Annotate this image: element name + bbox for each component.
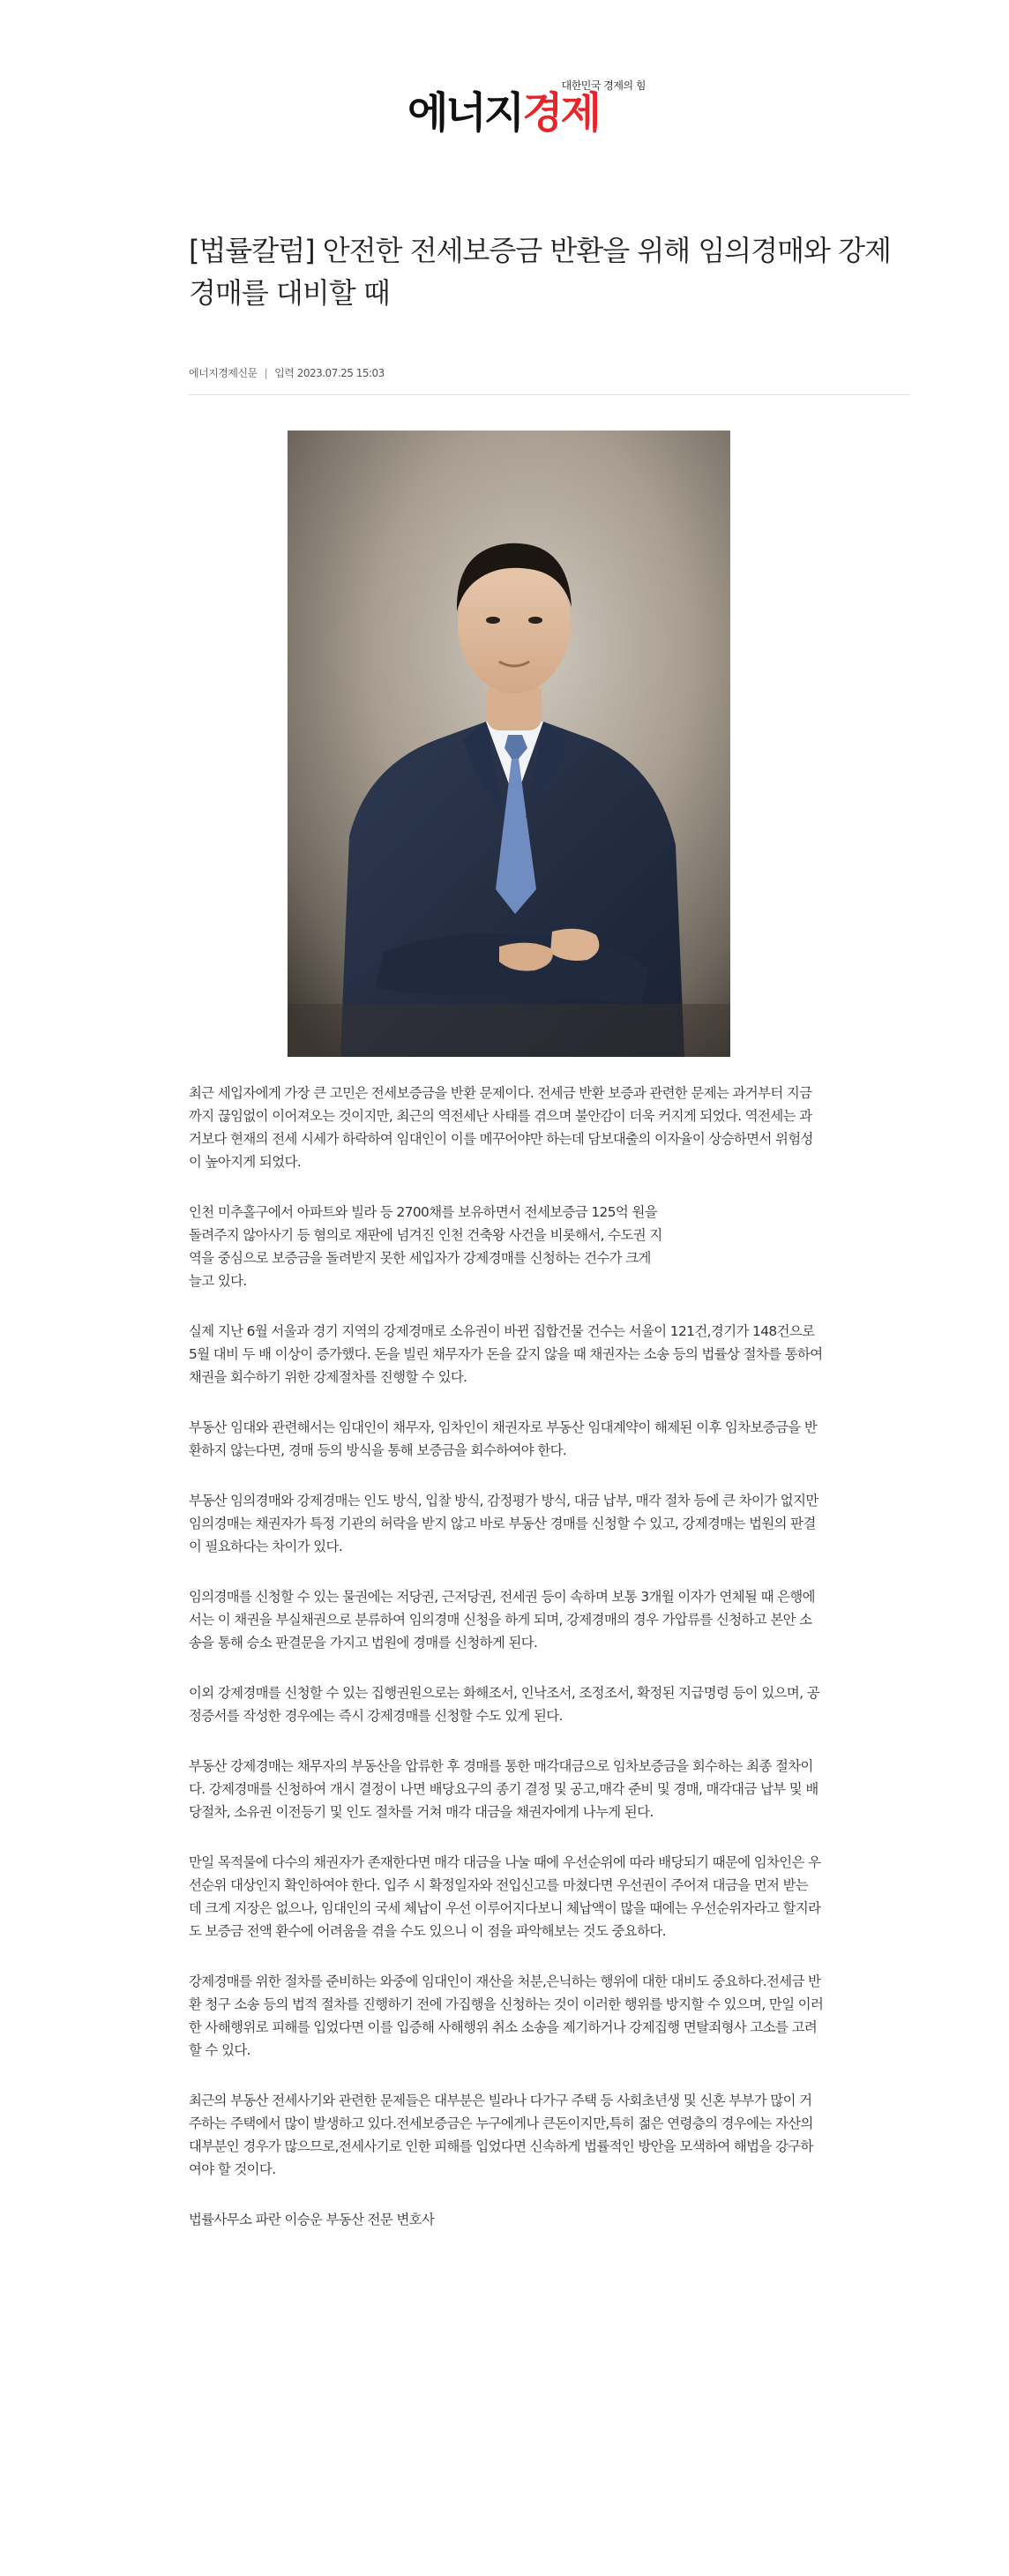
article-date: 입력 2023.07.25 15:03: [274, 367, 385, 379]
article-paragraph: 부동산 임의경매와 강제경매는 인도 방식, 입찰 방식, 감정평가 방식, 대금 납부, 매각 절차 등에 큰 차이가 없지만 임의경매는 채권자가 특정 기관의 허락을 받지 않고 바로 부동산 경매를 신청할 수 있고, 강제경매는 법원의 판결이 필요하다는 차이가 있다.: [189, 1493, 818, 1554]
byline-divider: |: [264, 367, 268, 379]
article-paragraph: 인천 미추홀구에서 아파트와 빌라 등 2700채를 보유하면서 전세보증금 125억 원을 돌려주지 않아사기 등 혐의로 재판에 넘겨진 인천 건축왕 사건을 비롯해서, 수도권 지역을 중심으로 보증금을 돌려받지 못한 세입자가 강제경매를 신청하는 건수가 크게 늘고 있다.: [189, 1204, 662, 1289]
logo-tagline: 대한민국 경제의 힘: [561, 79, 646, 92]
logo-wordmark: [407, 86, 599, 139]
article-paragraph: 강제경매를 위한 절차를 준비하는 와중에 임대인이 재산을 처분,은닉하는 행위에 대한 대비도 중요하다.전세금 반환 청구 소송 등의 법적 절차를 진행하기 전에 가집행을 신청하는 것이 이러한 행위를 방지할 수 있으며, 만일 이러한 사해행위로 피해를 입었다면 이를 입증해 사해행위 취소 소송을 제기하거나 강제집행 면탈죄형사 고소를 고려할 수 있다.: [189, 1973, 824, 2058]
article-paragraph: 부동산 임대와 관련해서는 임대인이 채무자, 임차인이 채권자로 부동산 임대계약이 해제된 이후 임차보증금을 반환하지 않는다면, 경매 등의 방식을 통해 보증금을 회수하여야 한다.: [189, 1419, 818, 1458]
logo-wordmark-black: 에너지: [407, 88, 523, 138]
article-paragraph: 임의경매를 신청할 수 있는 물권에는 저당권, 근저당권, 전세권 등이 속하며 보통 3개월 이자가 연체될 때 은행에서는 이 채권을 부실채권으로 분류하여 임의경매 신청을 하게 되며, 강제경매의 경우 가압류를 신청하고 본안 소송을 통해 승소 판결문을 가지고 법원에 경매를 신청하게 된다.: [189, 1589, 815, 1651]
site-logo[interactable]: [407, 72, 646, 143]
article-paragraph: 만일 목적물에 다수의 채권자가 존재한다면 매각 대금을 나눌 때에 우선순위에 따라 배당되기 때문에 임차인은 우선순위 대상인지 확인하여야 한다. 입주 시 확정일자와 전입신고를 마쳤다면 우선권이 주어져 대금을 먼저 받는 데 크게 지장은 없으나, 임대인의 국세 체납이 우선 이루어지다보니 체납액이 많을 때에는 우선순위자라고 할지라도 보증금 전액 환수에 어려움을 겪을 수도 있으니 이 점을 파악해보는 것도 중요하다.: [189, 1854, 821, 1939]
portrait-photo: [288, 431, 730, 1057]
portrait-photo-icon: [288, 431, 730, 1057]
article-paragraph: 이외 강제경매를 신청할 수 있는 집행권원으로는 화해조서, 인낙조서, 조정조서, 확정된 지급명령 등이 있으며, 공정증서를 작성한 경우에는 즉시 강제경매를 신청할 수도 있게 된다.: [189, 1685, 819, 1724]
article-title: [법률칼럼] 안전한 전세보증금 반환을 위해 임의경매와 강제경매를 대비할 때: [189, 234, 891, 310]
title-divider: [189, 394, 910, 395]
article-paragraph: 부동산 강제경매는 채무자의 부동산을 압류한 후 경매를 통한 매각대금으로 임차보증금을 회수하는 최종 절차이다. 강제경매를 신청하여 개시 결정이 나면 배당요구의 종기 결정 및 공고,매각 준비 및 경매, 매각대금 납부 및 배당절차, 소유권 이전등기 및 인도 절차를 거쳐 매각 대금을 채권자에게 나누게 된다.: [189, 1758, 818, 1820]
masthead: [0, 0, 1009, 176]
author-signature: 법률사무소 파란 이승운 부동산 전문 변호사: [189, 2212, 435, 2228]
article-body: [189, 1082, 824, 2231]
article-paragraph: 최근의 부동산 전세사기와 관련한 문제들은 대부분은 빌라나 다가구 주택 등 사회초년생 및 신혼 부부가 많이 거주하는 주택에서 많이 발생하고 있다.전세보증금은 누구에게나 큰돈이지만,특히 젊은 연령층의 경우에는 자산의 대부분인 경우가 많으므로,전세사기로 인한 피해를 입었다면 신속하게 법률적인 방안을 모색하여 해법을 강구하여야 할 것이다.: [189, 2093, 813, 2177]
article-paragraph: 실제 지난 6월 서울과 경기 지역의 강제경매로 소유권이 바뀐 집합건물 건수는 서울이 121건,경기가 148건으로 5월 대비 두 배 이상이 증가했다. 돈을 빌린 채무자가 돈을 갚지 않을 때 채권자는 소송 등의 법률상 절차를 통하여 채권을 회수하기 위한 강제절차를 진행할 수 있다.: [189, 1323, 823, 1385]
article-paragraph: 최근 세입자에게 가장 큰 고민은 전세보증금을 반환 문제이다. 전세금 반환 보증과 관련한 문제는 과거부터 지금까지 끊임없이 이어져오는 것이지만, 최근의 역전세난 사태를 겪으며 불안감이 더욱 커지게 되었다. 역전세는 과거보다 현재의 전세 시세가 하락하여 임대인이 이를 메꾸어야만 하는데 담보대출의 이자율이 상승하면서 위험성이 높아지게 되었다.: [189, 1085, 813, 1170]
article-source: 에너지경제신문: [189, 367, 258, 379]
article-byline: [189, 365, 385, 380]
logo-wordmark-red: 경제: [522, 88, 599, 138]
